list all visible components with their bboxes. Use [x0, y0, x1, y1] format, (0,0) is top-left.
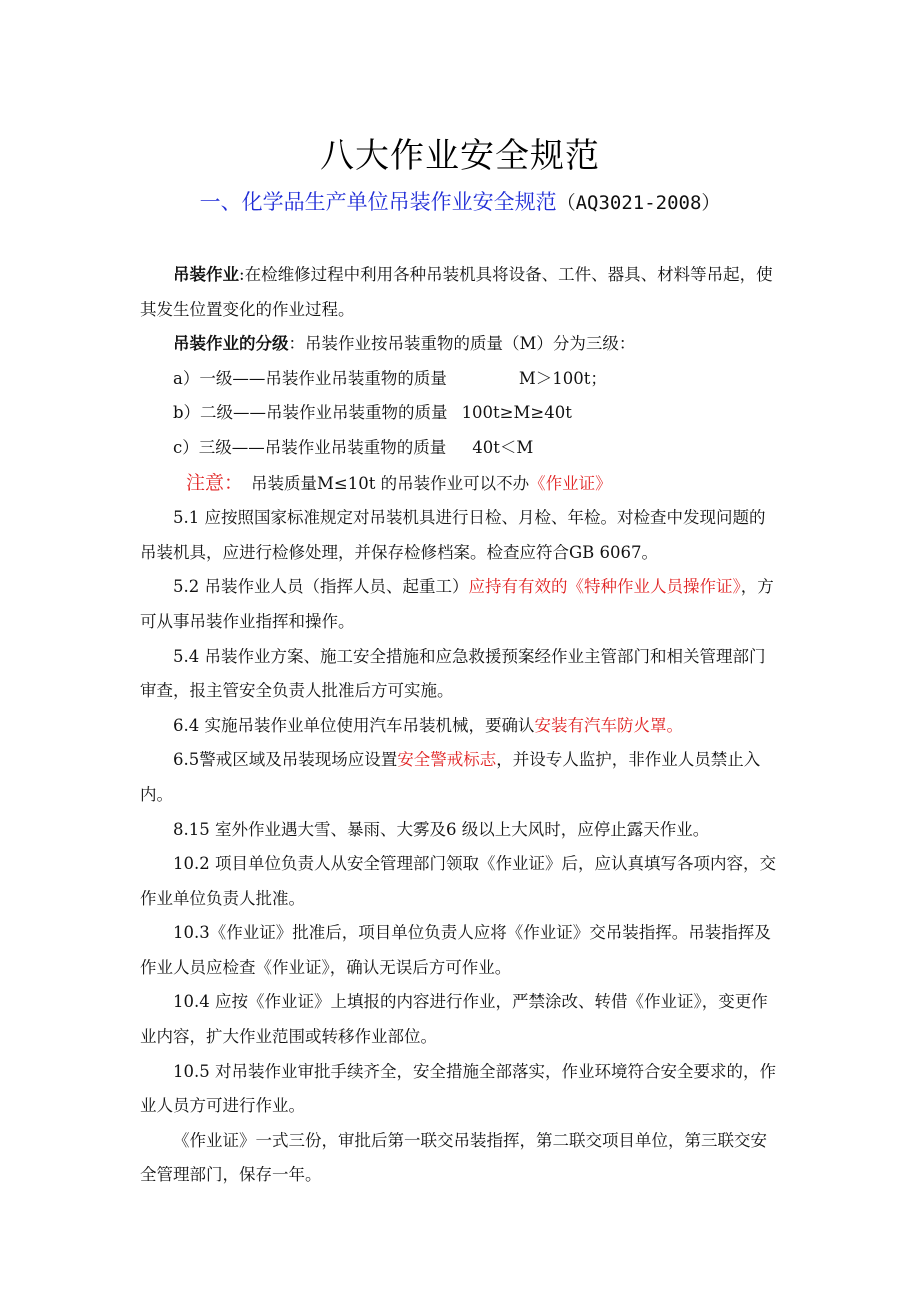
clause-8-15: 8.15 室外作业遇大雪、暴雨、大雾及6 级以上大风时，应停止露天作业。	[173, 819, 710, 839]
note-highlight: 《作业证》	[529, 473, 612, 493]
clause-5-2	[140, 570, 780, 639]
clause-5-2-tail: ，方可从事吊装作业指挥和操作。	[140, 577, 774, 631]
definition-text: 在检维修过程中利用各种吊装机具将设备、工件、器具、材料等吊起，使其发生位置变化的作业过程。	[140, 265, 773, 319]
section-heading	[0, 186, 920, 216]
definition-term: 吊装作业	[173, 265, 239, 284]
definition-paragraph	[140, 258, 780, 327]
level-item	[140, 396, 780, 431]
clause-6-4	[140, 709, 780, 744]
clause-6-5-text: 6.5警戒区域及吊装现场应设置	[173, 750, 398, 770]
note-label: 注意：	[186, 471, 244, 494]
level-item	[140, 431, 780, 466]
classification-paragraph	[140, 327, 780, 362]
level-label: b）二级——吊装作业吊装重物的质量	[173, 403, 448, 423]
level-value: 40t＜M	[472, 437, 534, 457]
clause-6-5-highlight: 安全警戒标志	[397, 750, 497, 770]
classification-text: ：吊装作业按吊装重物的质量（M）分为三级：	[288, 334, 636, 354]
page-title: 八大作业安全规范	[320, 136, 600, 176]
clause-5-2-text: 5.2 吊装作业人员（指挥人员、起重工）	[173, 577, 469, 597]
document-body	[140, 258, 780, 1193]
clause-6-5-tail: ，并设专人监护，非作业人员禁止入内。	[140, 750, 761, 804]
note-text: 吊装质量M≤10t 的吊装作业可以不办	[251, 473, 530, 493]
clause-6-4-text: 6.4 实施吊装作业单位使用汽车吊装机械，要确认	[173, 715, 535, 735]
level-item	[140, 362, 780, 397]
clause-6-4-highlight: 安装有汽车防火罩。	[534, 715, 683, 735]
closing-paragraph: 《作业证》一式三份，审批后第一联交吊装指挥，第二联交项目单位，第三联交安全管理部门，保存一年。	[140, 1130, 767, 1185]
classification-term: 吊装作业的分级	[173, 334, 289, 354]
clause-10-5: 10.5 对吊装作业审批手续齐全，安全措施全部落实，作业环境符合安全要求的，作业人员方可进行作业。	[140, 1061, 776, 1116]
clause-10-3: 10.3《作业证》批准后，项目单位负责人应将《作业证》交吊装指挥。吊装指挥及作业人员应检查《作业证》，确认无误后方可作业。	[140, 923, 771, 977]
clause-5-2-highlight: 应持有有效的《特种作业人员操作证》	[468, 577, 741, 597]
clause-6-5	[140, 743, 780, 812]
level-value: 100t≥M≥40t	[461, 403, 572, 423]
clause-5-4: 5.4 吊装作业方案、施工安全措施和应急救援预案经作业主管部门和相关管理部门审查，报主管安全负责人批准后方可实施。	[140, 646, 766, 701]
section-heading-text: 一、化学品生产单位吊装作业安全规范	[199, 190, 557, 214]
level-label: c）三级——吊装作业吊装重物的质量	[173, 437, 447, 457]
note-paragraph	[140, 466, 780, 502]
level-value: M＞100t；	[518, 368, 607, 388]
level-label: a）一级——吊装作业吊装重物的质量	[173, 368, 447, 388]
definition-colon: :	[239, 265, 245, 284]
clause-5-1: 5.1 应按照国家标准规定对吊装机具进行日检、月检、年检。对检查中发现问题的吊装机具，应进行检修处理，并保存检修档案。检查应符合GB 6067。	[140, 508, 766, 562]
clause-10-2: 10.2 项目单位负责人从安全管理部门领取《作业证》后，应认真填写各项内容，交作业单位负责人批准。	[140, 854, 776, 908]
clause-10-4: 10.4 应按《作业证》上填报的内容进行作业，严禁涂改、转借《作业证》，变更作业内容，扩大作业范围或转移作业部位。	[140, 992, 768, 1047]
standard-code: （AQ3021-2008）	[556, 192, 721, 214]
